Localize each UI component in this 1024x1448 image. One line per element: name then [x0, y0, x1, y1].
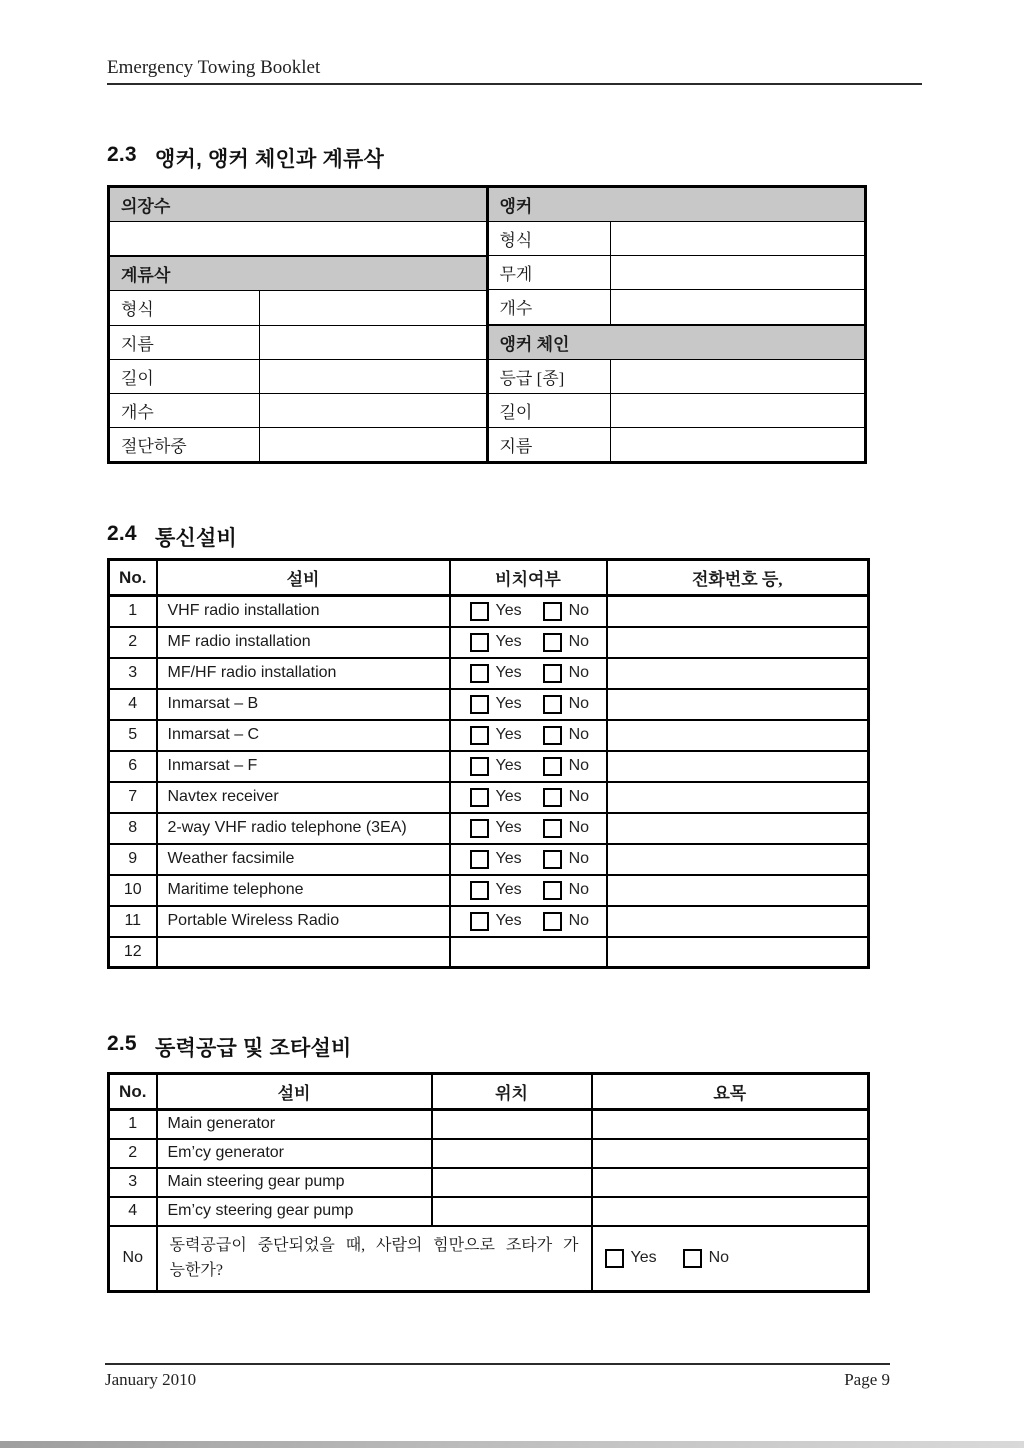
equipment-name: 2-way VHF radio telephone (3EA)	[157, 813, 450, 844]
equipment-column-header: 설비	[157, 1074, 432, 1110]
value-cell	[611, 256, 865, 289]
yes-label: Yes	[495, 633, 522, 650]
anchor-header: 앵커	[499, 197, 533, 217]
table-row	[109, 1110, 869, 1139]
detail-cell	[592, 1197, 869, 1226]
phone-cell	[607, 720, 869, 751]
no-checkbox[interactable]	[543, 726, 562, 745]
yes-checkbox[interactable]	[470, 819, 489, 838]
no-label: No	[568, 633, 590, 650]
equipment-name: MF radio installation	[157, 627, 450, 658]
no-label: No	[568, 881, 590, 898]
equipment-name: Inmarsat – F	[157, 751, 450, 782]
value-cell	[611, 290, 865, 323]
detail-column-header: 요목	[592, 1074, 869, 1110]
table-row	[109, 627, 869, 658]
row-number: 10	[109, 875, 157, 906]
section-title: 앵커, 앵커 체인과 계류삭	[155, 148, 384, 171]
row-label: 길이	[489, 394, 611, 427]
row-label: 형식	[489, 222, 611, 255]
table-row	[489, 221, 865, 255]
table-row	[109, 751, 869, 782]
equipment-name	[157, 937, 450, 968]
row-label: 지름	[110, 326, 260, 359]
equipment-name: Em’cy generator	[157, 1139, 432, 1168]
yes-checkbox[interactable]	[470, 726, 489, 745]
no-checkbox[interactable]	[543, 664, 562, 683]
yes-checkbox[interactable]	[470, 912, 489, 931]
availability-cell	[450, 658, 607, 689]
table-row	[109, 782, 869, 813]
table-row	[110, 427, 486, 461]
no-checkbox[interactable]	[543, 788, 562, 807]
table-row	[109, 658, 869, 689]
phone-cell	[607, 751, 869, 782]
row-number: 7	[109, 782, 157, 813]
no-checkbox[interactable]	[543, 602, 562, 621]
row-label: 지름	[489, 428, 611, 461]
phone-cell	[607, 937, 869, 968]
equipment-name: Maritime telephone	[157, 875, 450, 906]
value-cell	[260, 394, 486, 427]
section-number: 2.4	[107, 522, 137, 545]
row-number: 2	[109, 627, 157, 658]
row-number: 4	[109, 1197, 157, 1226]
row-number: 2	[109, 1139, 157, 1168]
section-number: 2.3	[107, 143, 137, 166]
availability-cell	[450, 813, 607, 844]
table-row	[110, 393, 486, 427]
row-number: 9	[109, 844, 157, 875]
no-checkbox[interactable]	[543, 881, 562, 900]
equipment-name: Portable Wireless Radio	[157, 906, 450, 937]
detail-cell	[592, 1168, 869, 1197]
anchor-half	[489, 188, 865, 461]
row-number: 5	[109, 720, 157, 751]
row-number: 3	[109, 1168, 157, 1197]
section-2-3-heading	[107, 143, 384, 173]
row-number: 11	[109, 906, 157, 937]
row-number: 12	[109, 937, 157, 968]
location-cell	[432, 1197, 592, 1226]
availability-cell	[450, 596, 607, 627]
yes-label: Yes	[495, 695, 522, 712]
equipment-name: Weather facsimile	[157, 844, 450, 875]
no-label: No	[708, 1249, 730, 1267]
table-row	[110, 255, 486, 290]
yes-label: Yes	[495, 726, 522, 743]
table-row	[109, 720, 869, 751]
row-number: 4	[109, 689, 157, 720]
no-checkbox[interactable]	[543, 695, 562, 714]
location-cell	[432, 1139, 592, 1168]
table-row	[109, 844, 869, 875]
section-2-4-heading	[107, 522, 237, 552]
no-checkbox[interactable]	[683, 1249, 702, 1268]
value-cell	[260, 428, 486, 461]
table-row	[109, 689, 869, 720]
yes-label: Yes	[495, 912, 522, 929]
value-cell	[260, 291, 486, 324]
table-row	[110, 290, 486, 324]
mooring-line-header: 계류삭	[121, 266, 171, 286]
detail-cell	[592, 1226, 869, 1292]
table-row	[489, 427, 865, 461]
location-cell	[432, 1168, 592, 1197]
no-label: No	[568, 695, 590, 712]
no-checkbox[interactable]	[543, 819, 562, 838]
no-checkbox[interactable]	[543, 757, 562, 776]
section-2-5-heading	[107, 1032, 351, 1062]
equipment-name: MF/HF radio installation	[157, 658, 450, 689]
value-cell	[611, 222, 865, 255]
yes-label: Yes	[495, 757, 522, 774]
value-cell	[110, 222, 486, 255]
no-label: No	[568, 726, 590, 743]
table-row	[489, 324, 865, 359]
equipment-name: Navtex receiver	[157, 782, 450, 813]
row-number: 1	[109, 596, 157, 627]
value-cell	[611, 394, 865, 427]
table-row	[489, 393, 865, 427]
yes-checkbox[interactable]	[470, 602, 489, 621]
steering-question: 동력공급이 중단되었을 때, 사람의 힘만으로 조타가 가능한가?	[157, 1226, 592, 1292]
equipment-name: VHF radio installation	[157, 596, 450, 627]
value-cell	[611, 360, 865, 393]
no-checkbox[interactable]	[543, 850, 562, 869]
no-column-header: No.	[109, 560, 157, 596]
availability-cell	[450, 875, 607, 906]
phone-cell	[607, 689, 869, 720]
phone-cell	[607, 627, 869, 658]
table-row	[109, 1226, 869, 1292]
row-label: 개수	[110, 394, 260, 427]
yes-checkbox[interactable]	[470, 757, 489, 776]
value-cell	[260, 326, 486, 359]
phone-cell	[607, 596, 869, 627]
table-row	[109, 937, 869, 968]
table-row	[109, 596, 869, 627]
table-row	[110, 221, 486, 255]
yes-label: Yes	[495, 602, 522, 620]
page-bottom-edge	[0, 1441, 1024, 1448]
no-label: No	[568, 819, 590, 836]
location-cell	[432, 1110, 592, 1139]
table-row	[109, 813, 869, 844]
no-label: No	[568, 912, 590, 929]
table-row	[110, 188, 486, 221]
row-number: No	[109, 1226, 157, 1292]
no-label: No	[568, 664, 590, 681]
phone-cell	[607, 875, 869, 906]
row-label: 형식	[110, 291, 260, 324]
anchor-chain-header: 앵커 체인	[499, 334, 570, 354]
fitting-number-header: 의장수	[121, 197, 171, 217]
phone-cell	[607, 782, 869, 813]
no-checkbox[interactable]	[543, 633, 562, 652]
row-label: 무게	[489, 256, 611, 289]
table-row	[489, 359, 865, 393]
table-row	[110, 359, 486, 393]
equipment-name: Main steering gear pump	[157, 1168, 432, 1197]
yes-label: Yes	[495, 788, 522, 805]
phone-column-header: 전화번호 등,	[607, 560, 869, 596]
availability-cell	[450, 906, 607, 937]
no-label: No	[568, 850, 590, 867]
no-label: No	[568, 602, 590, 620]
phone-cell	[607, 906, 869, 937]
row-number: 8	[109, 813, 157, 844]
row-number: 6	[109, 751, 157, 782]
value-cell	[260, 360, 486, 393]
table-row	[489, 289, 865, 323]
availability-cell	[450, 782, 607, 813]
no-checkbox[interactable]	[543, 912, 562, 931]
table-row	[109, 875, 869, 906]
row-label: 절단하중	[110, 428, 260, 461]
section-number: 2.5	[107, 1032, 137, 1055]
footer-date: January 2010	[105, 1370, 197, 1389]
yes-label: Yes	[630, 1249, 657, 1267]
yes-label: Yes	[495, 664, 522, 681]
row-label: 등급 [종]	[489, 360, 611, 393]
phone-cell	[607, 813, 869, 844]
phone-cell	[607, 658, 869, 689]
table-row	[489, 255, 865, 289]
equipment-name: Inmarsat – C	[157, 720, 450, 751]
yes-label: Yes	[495, 850, 522, 867]
page-footer	[105, 1363, 890, 1390]
equipment-name: Em’cy steering gear pump	[157, 1197, 432, 1226]
table-row	[110, 325, 486, 359]
yes-checkbox[interactable]	[470, 695, 489, 714]
power-steering-table	[107, 1072, 870, 1293]
detail-cell	[592, 1139, 869, 1168]
communication-equipment-table	[107, 558, 870, 969]
no-column-header: No.	[109, 1074, 157, 1110]
row-label: 길이	[110, 360, 260, 393]
value-cell	[611, 428, 865, 461]
availability-cell	[450, 751, 607, 782]
table-row	[109, 906, 869, 937]
table-row	[489, 188, 865, 221]
no-label: No	[568, 788, 590, 805]
availability-cell	[450, 937, 607, 968]
detail-cell	[592, 1110, 869, 1139]
yes-checkbox[interactable]	[470, 788, 489, 807]
location-column-header: 위치	[432, 1074, 592, 1110]
yes-checkbox[interactable]	[470, 881, 489, 900]
phone-cell	[607, 844, 869, 875]
page-header	[107, 57, 922, 85]
availability-cell	[450, 720, 607, 751]
yes-label: Yes	[495, 819, 522, 836]
row-number: 3	[109, 658, 157, 689]
table-row	[109, 1197, 869, 1226]
yes-checkbox[interactable]	[470, 633, 489, 652]
availability-cell	[450, 627, 607, 658]
table-row	[109, 1168, 869, 1197]
footer-page-number: Page 9	[844, 1370, 890, 1389]
row-label: 개수	[489, 290, 611, 323]
equipment-name: Main generator	[157, 1110, 432, 1139]
equipment-name: Inmarsat – B	[157, 689, 450, 720]
yes-checkbox[interactable]	[470, 664, 489, 683]
availability-cell	[450, 689, 607, 720]
booklet-title: Emergency Towing Booklet	[107, 57, 321, 78]
availability-column-header: 비치여부	[450, 560, 607, 596]
equipment-column-header: 설비	[157, 560, 450, 596]
yes-checkbox[interactable]	[470, 850, 489, 869]
table-header-row	[109, 1074, 869, 1110]
table-row	[109, 1139, 869, 1168]
section-title: 통신설비	[155, 527, 237, 550]
mooring-half	[110, 188, 489, 461]
table-header-row	[109, 560, 869, 596]
section-title: 동력공급 및 조타설비	[155, 1037, 352, 1060]
yes-checkbox[interactable]	[605, 1249, 624, 1268]
availability-cell	[450, 844, 607, 875]
yes-label: Yes	[495, 881, 522, 898]
row-number: 1	[109, 1110, 157, 1139]
anchor-mooring-table	[107, 185, 867, 464]
no-label: No	[568, 757, 590, 774]
